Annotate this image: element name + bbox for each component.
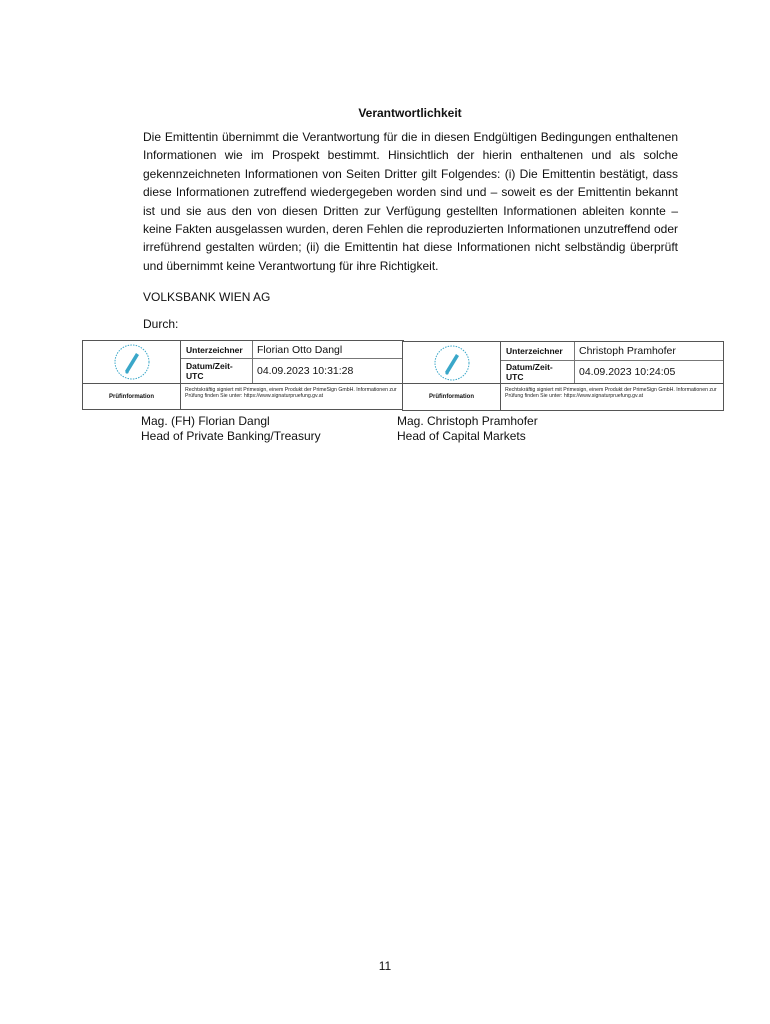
by-label: Durch: (143, 317, 179, 331)
seal-cell (403, 342, 501, 383)
verification-info: Rechtskräftig signiert mit Primesign, einem Produkt der PrimeSign GmbH. Informationen zur Prüfung finden Sie unter: https://www.signaturpruefung.gv.at (181, 383, 403, 409)
signer-1-role: Head of Private Banking/Treasury (141, 429, 321, 443)
signer-value: Florian Otto Dangl (253, 341, 403, 359)
signature-block-1 (82, 340, 404, 410)
signer-1-name: Mag. (FH) Florian Dangl (141, 414, 270, 428)
datetime-value: 04.09.2023 10:24:05 (579, 366, 676, 378)
signer-2-name: Mag. Christoph Pramhofer (397, 414, 538, 428)
page-number: 11 (378, 959, 392, 973)
signer-label: Unterzeichner (181, 341, 253, 359)
signature-block-2 (402, 341, 724, 411)
datetime-label: Datum/Zeit-UTC (181, 359, 253, 383)
signer-2-role: Head of Capital Markets (397, 429, 526, 443)
signer-label: Unterzeichner (501, 342, 575, 361)
datetime-value: 04.09.2023 10:31:28 (257, 365, 354, 377)
seal-cell (83, 341, 181, 383)
signature-seal-icon (107, 341, 157, 383)
signature-seal-icon (427, 342, 477, 384)
verification-label: Prüfinformation (403, 383, 501, 410)
datetime-label: Datum/Zeit-UTC (501, 361, 575, 383)
signer-value: Christoph Pramhofer (575, 342, 723, 361)
section-heading: Verantwortlichkeit (358, 106, 462, 120)
verification-label: Prüfinformation (83, 383, 181, 409)
company-name: VOLKSBANK WIEN AG (143, 290, 271, 304)
verification-info: Rechtskräftig signiert mit Primesign, einem Produkt der PrimeSign GmbH. Informationen zur Prüfung finden Sie unter: https://www.signaturpruefung.gv.at (501, 383, 723, 410)
responsibility-paragraph: Die Emittentin übernimmt die Verantwortung für die in diesen Endgültigen Bedingungen enthaltenen Informationen wie im Prospekt bestimmt. Hinsichtlich der hierin enthaltenen und als solche gekennzeichneten Informationen von Seiten Dritter gilt Folgendes: (i) Die Emittentin bestätigt, dass diese Informationen zutreffend wiedergegeben worden sind und – soweit es der Emittentin bekannt ist und sie aus den von diesen Dritten zur Verfügung gestellten Informationen ableiten konnte – keine Fakten ausgelassen wurden, deren Fehlen die reproduzierten Informationen unzutreffend oder irreführend gestalten würden; (ii) die Emittentin hat diese Informationen nicht selbständig überprüft und übernimmt keine Verantwortung für ihre Richtigkeit. (143, 130, 678, 273)
